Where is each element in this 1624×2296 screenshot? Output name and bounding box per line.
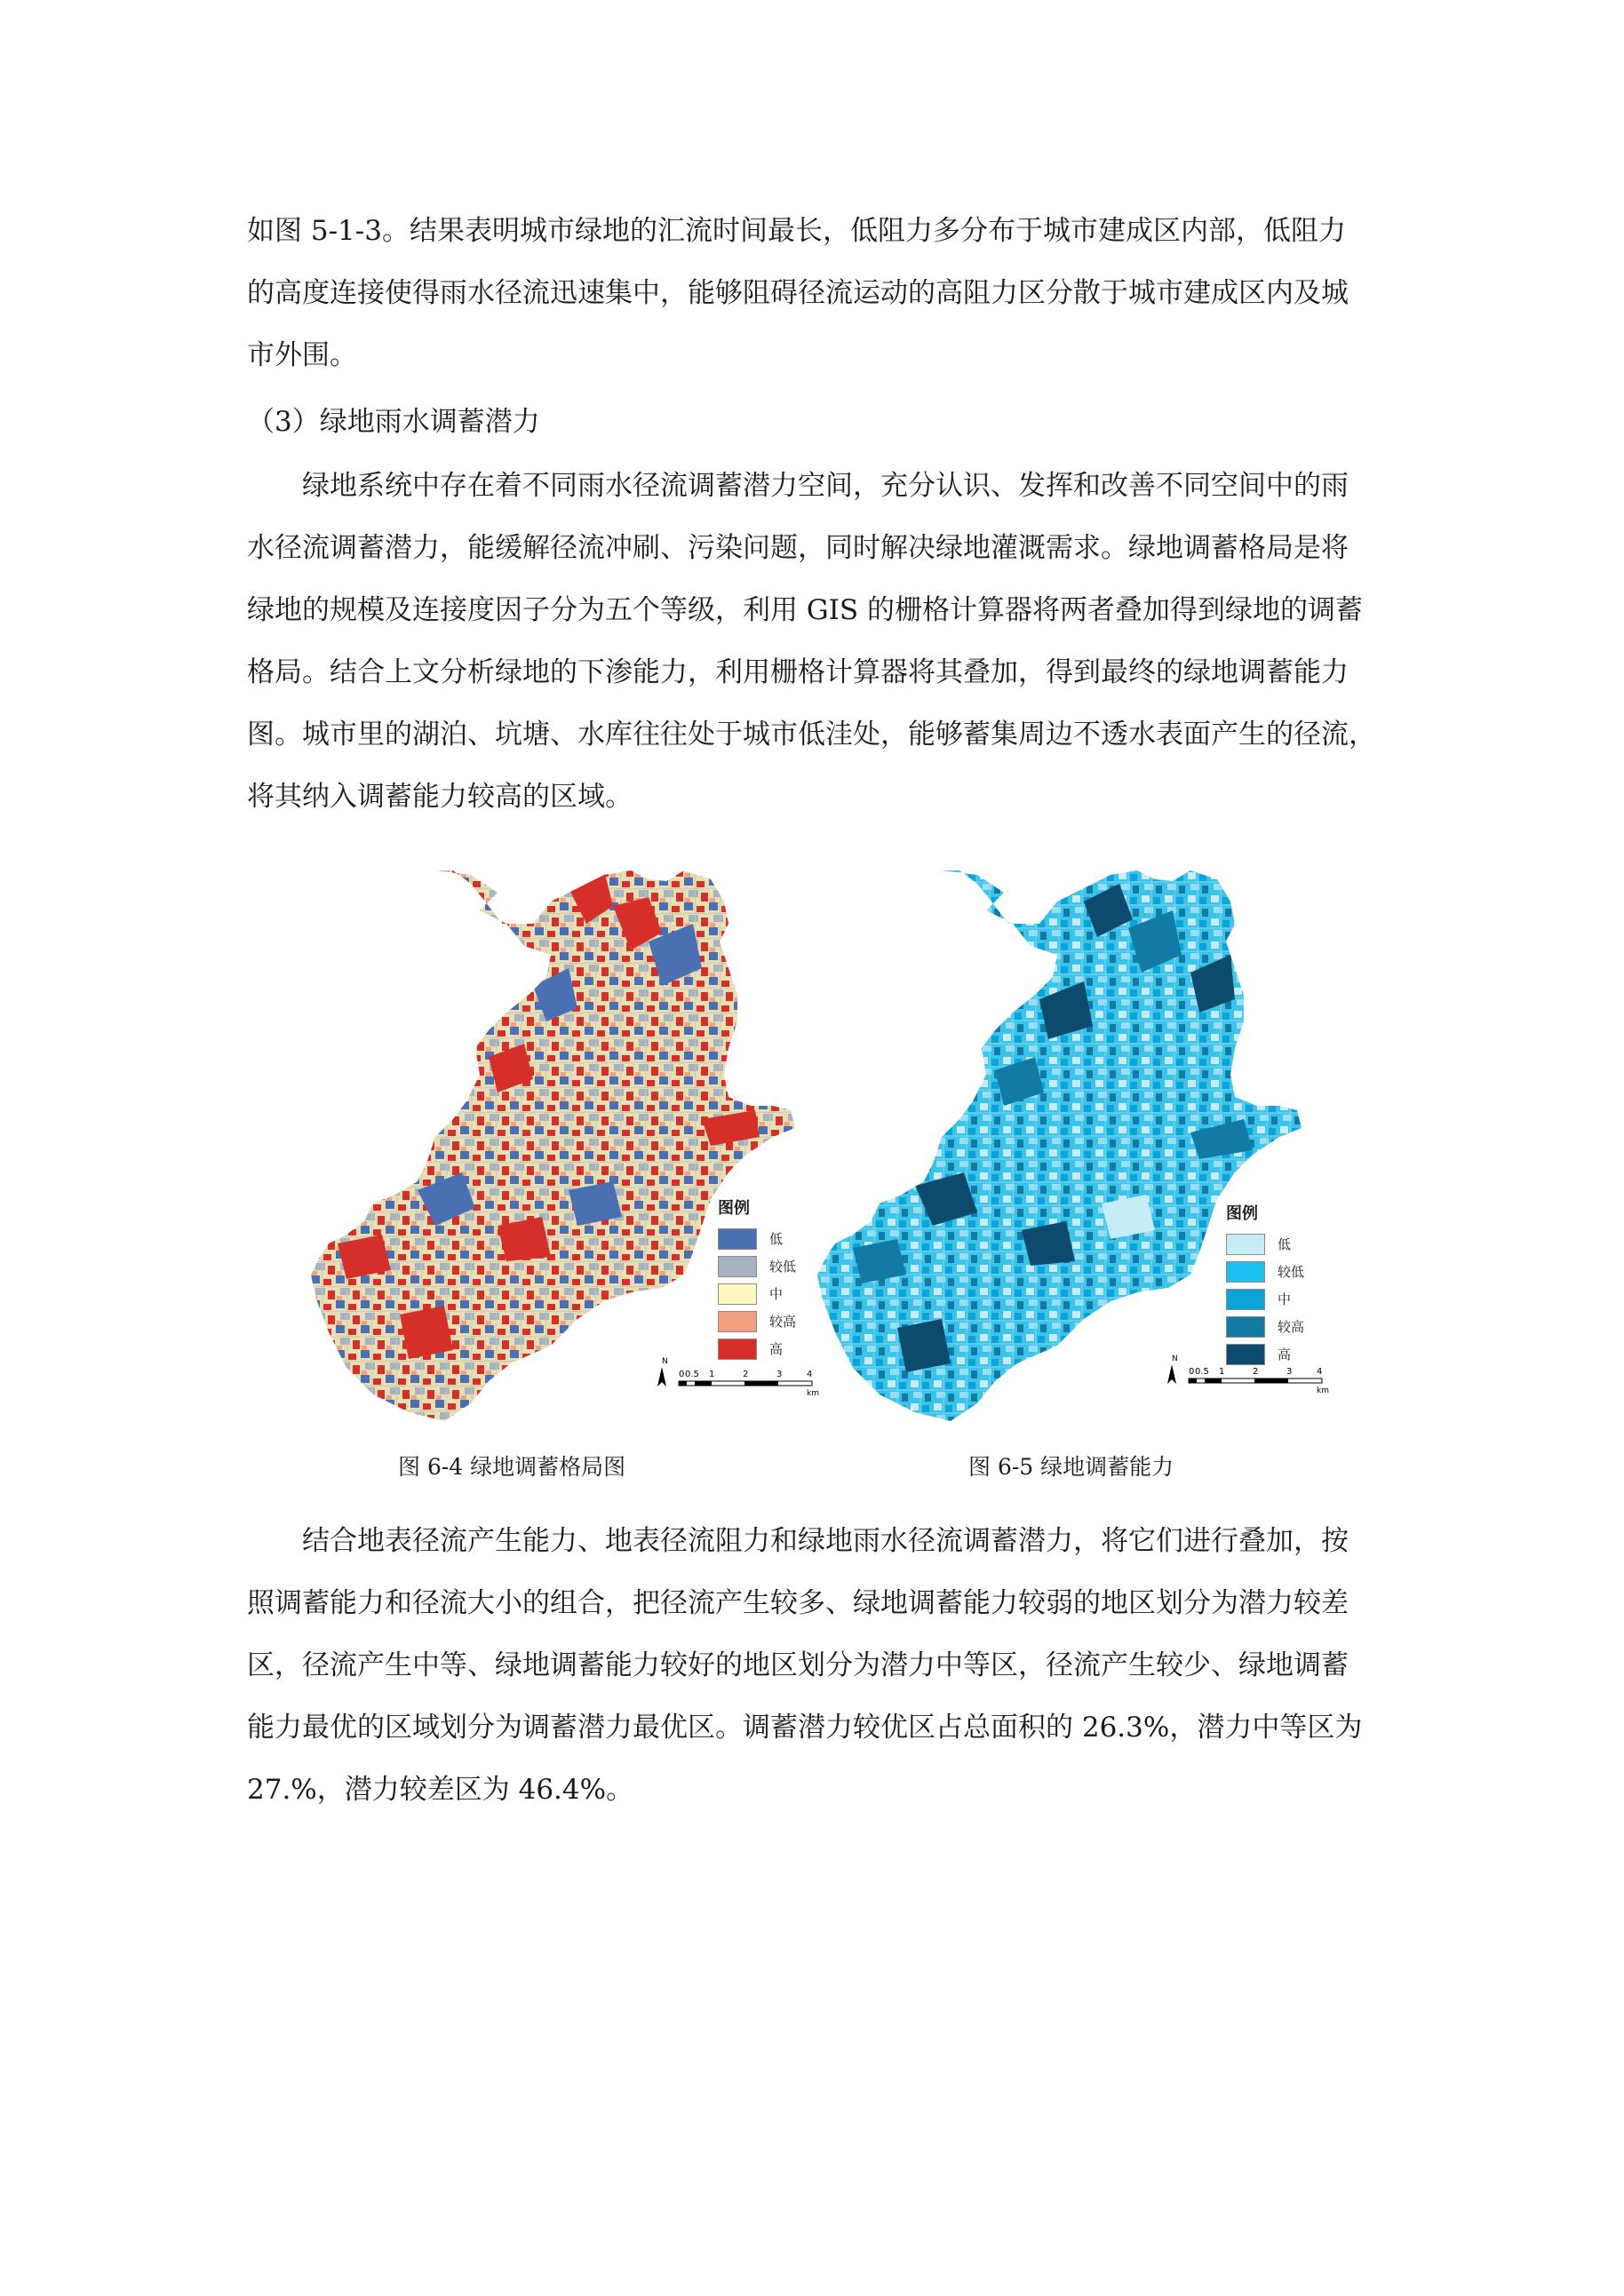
paragraph-line: 市外围。 <box>247 339 357 371</box>
legend-item <box>718 1252 796 1280</box>
paragraph-1 <box>247 200 1393 386</box>
legend-label: 低 <box>1278 1236 1292 1252</box>
legend-item <box>1226 1230 1304 1258</box>
svg-text:4: 4 <box>807 1370 813 1379</box>
figure-caption-6-4: 图 6-4 绿地调蓄格局图 <box>398 1454 626 1480</box>
svg-text:0.5: 0.5 <box>1195 1367 1209 1377</box>
legend-swatch <box>1226 1261 1265 1283</box>
paragraph-line: 能力最优的区域划分为调蓄潜力最优区。调蓄潜力较优区占总面积的 26.3%，潜力中等区为 <box>247 1712 1363 1744</box>
legend-label: 高 <box>769 1341 784 1357</box>
paragraph-3 <box>247 1510 1393 1821</box>
legend-item <box>718 1307 796 1335</box>
legend-left <box>718 1196 796 1363</box>
paragraph-line: 绿地系统中存在着不同雨水径流调蓄潜力空间，充分认识、发挥和改善不同空间中的雨 <box>302 470 1349 502</box>
north-arrow-icon <box>1167 1364 1176 1384</box>
paragraph-line: 将其纳入调蓄能力较高的区域。 <box>247 781 633 813</box>
svg-text:4: 4 <box>1317 1367 1323 1377</box>
svg-text:1: 1 <box>1219 1367 1225 1377</box>
paragraph-line: 格局。结合上文分析绿地的下渗能力，利用栅格计算器将其叠加，得到最终的绿地调蓄能力 <box>247 656 1349 688</box>
svg-text:km: km <box>1317 1386 1329 1395</box>
legend-right <box>1226 1201 1304 1368</box>
legend-item <box>1226 1258 1304 1285</box>
legend-label: 较低 <box>1278 1264 1305 1280</box>
svg-text:km: km <box>807 1389 819 1398</box>
legend-item <box>1226 1285 1304 1313</box>
legend-title: 图例 <box>718 1199 750 1218</box>
legend-swatch <box>718 1283 757 1305</box>
svg-text:2: 2 <box>743 1370 749 1379</box>
legend-label: 较低 <box>769 1259 797 1275</box>
paragraph-line: 的高度连接使得雨水径流迅速集中，能够阻碍径流运动的高阻力区分散于城市建成区内及城 <box>247 277 1349 309</box>
legend-label: 低 <box>769 1231 784 1247</box>
figure-caption-6-5: 图 6-5 绿地调蓄能力 <box>968 1454 1174 1480</box>
svg-text:0.5: 0.5 <box>685 1370 699 1379</box>
scale-bar-left <box>656 1355 819 1399</box>
paragraph-line: 图。城市里的湖泊、坑塘、水库往往处于城市低洼处，能够蓄集周边不透水表面产生的径流， <box>247 719 1376 751</box>
svg-text:0: 0 <box>679 1370 685 1379</box>
paragraph-line: 如图 5-1-3。结果表明城市绿地的汇流时间最长，低阻力多分布于城市建成区内部，低阻力 <box>247 215 1346 247</box>
svg-text:3: 3 <box>776 1370 783 1379</box>
svg-text:1: 1 <box>709 1370 715 1379</box>
paragraph-line: 绿地的规模及连接度因子分为五个等级，利用 GIS 的栅格计算器将两者叠加得到绿地的调蓄 <box>247 594 1363 626</box>
legend-label: 中 <box>1278 1291 1292 1307</box>
north-label: N <box>662 1357 668 1366</box>
legend-swatch <box>718 1311 757 1332</box>
north-label: N <box>1172 1355 1178 1363</box>
svg-text:0: 0 <box>1189 1367 1195 1377</box>
legend-title: 图例 <box>1226 1204 1258 1223</box>
legend-swatch <box>1226 1316 1265 1338</box>
legend-item <box>718 1225 796 1252</box>
legend-swatch <box>718 1256 757 1277</box>
legend-item <box>718 1280 796 1307</box>
legend-item <box>1226 1313 1304 1340</box>
legend-swatch <box>1226 1234 1265 1255</box>
legend-label: 较高 <box>769 1314 797 1330</box>
legend-label: 中 <box>769 1286 784 1302</box>
svg-text:3: 3 <box>1286 1367 1293 1377</box>
paragraph-line: 水径流调蓄潜力，能缓解径流冲刷、污染问题，同时解决绿地灌溉需求。绿地调蓄格局是将 <box>247 532 1349 564</box>
north-arrow-icon <box>657 1367 666 1386</box>
svg-text:2: 2 <box>1253 1367 1259 1377</box>
paragraph-line: 结合地表径流产生能力、地表径流阻力和绿地雨水径流调蓄潜力，将它们进行叠加，按 <box>302 1525 1349 1557</box>
paragraph-line: 区，径流产生中等、绿地调蓄能力较好的地区划分为潜力中等区，径流产生较少、绿地调蓄 <box>247 1649 1349 1681</box>
paragraph-2 <box>247 455 1393 828</box>
legend-swatch <box>718 1228 757 1250</box>
section-heading: （3）绿地雨水调蓄潜力 <box>247 406 540 438</box>
scale-bar-right <box>1166 1352 1329 1396</box>
paragraph-line: 照调蓄能力和径流大小的组合，把径流产生较多、绿地调蓄能力较弱的地区划分为潜力较差 <box>247 1587 1349 1619</box>
legend-swatch <box>1226 1289 1265 1310</box>
legend-label: 高 <box>1278 1347 1292 1363</box>
legend-label: 较高 <box>1278 1319 1305 1335</box>
paragraph-line: 27.%，潜力较差区为 46.4%。 <box>247 1774 634 1806</box>
